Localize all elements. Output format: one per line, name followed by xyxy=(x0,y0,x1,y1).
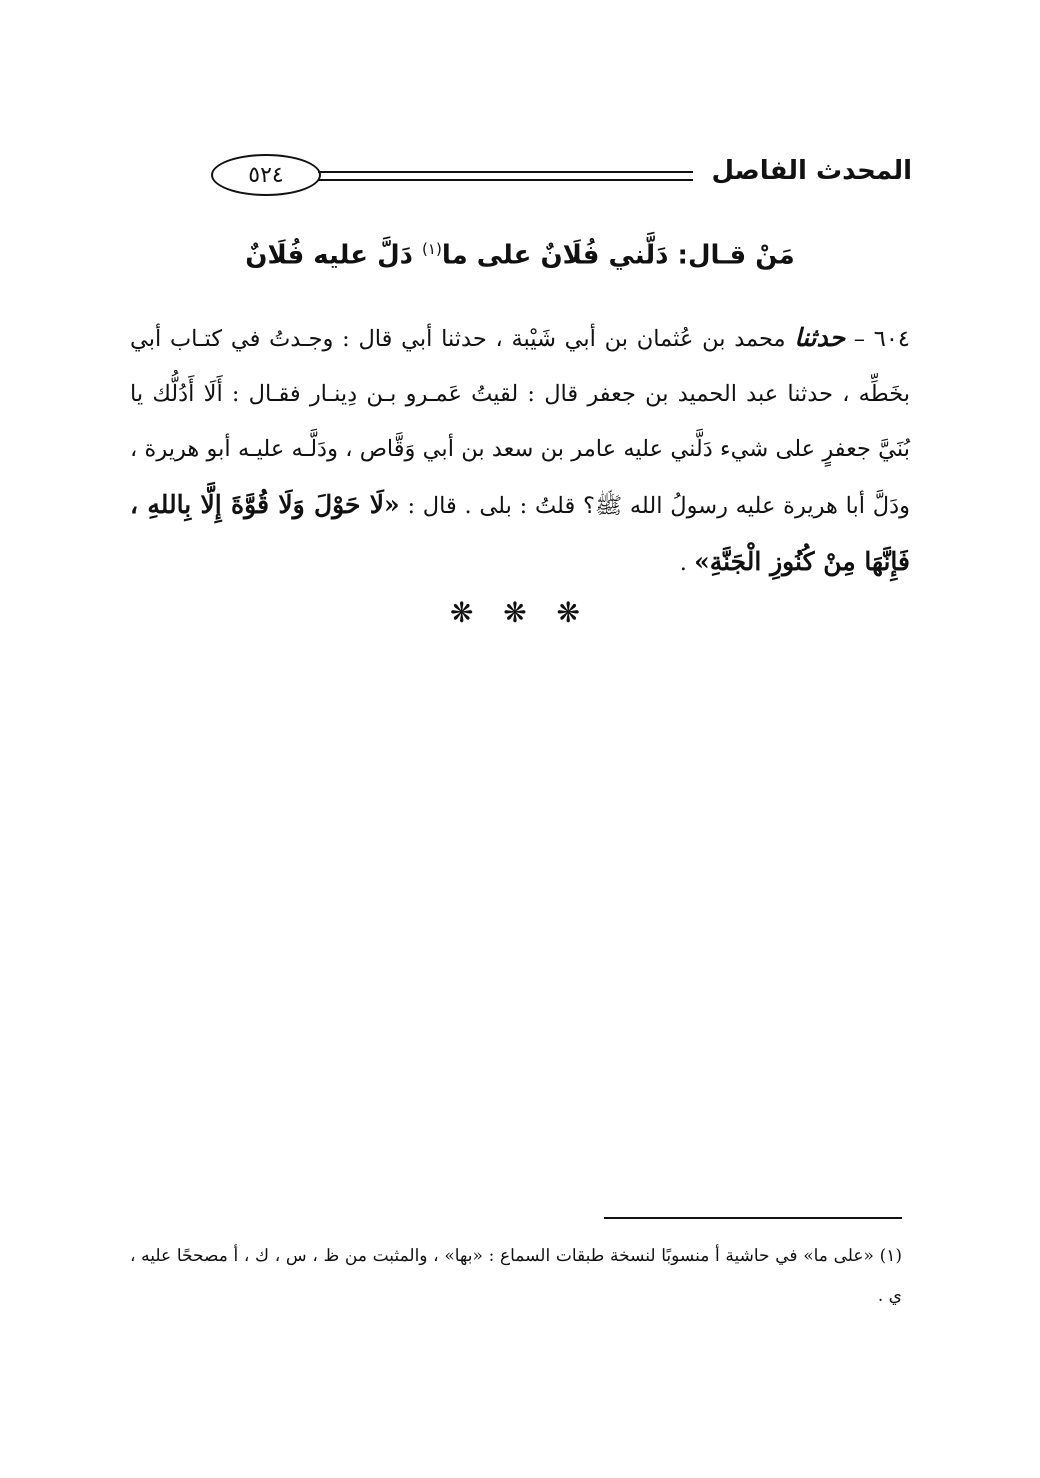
hadith-text: محمد بن عُثمان بن أبي شَيْبة ، حدثنا أبي قال : وجـدتُ في كتـاب أبي بخَطِّه ، حدثنا عبد الحميد بن جعفر قال : لقيتُ عَمـرو بـن دِينـار فقـال : أَلَا أَدُلُّك يا بُنَيَّ جعفرٍ على شيء دَلَّني عليه عامر بن سعد بن أبي وَقَّاص ، ودَلَّـه عليـه أبو هريرة ، ودَلَّ أبا هريرة عليه رسولُ الله ﷺ؟ قلتُ : بلى . قال : xyxy=(130,326,911,519)
footnote-ref[interactable]: (١) xyxy=(422,240,442,258)
hadith-closing: . xyxy=(679,550,695,576)
chapter-heading-part2: دَلَّ عليه فُلَانٌ xyxy=(245,240,413,271)
footnote-rule xyxy=(604,1217,902,1219)
chapter-heading-part1: مَنْ قـال: دَلَّني فُلَانٌ على ما xyxy=(441,240,795,271)
section-separator: ❋ ❋ ❋ xyxy=(450,596,590,629)
chapter-heading xyxy=(130,240,910,271)
running-title: المحدث الفاصل xyxy=(711,156,912,186)
hadith-opening: حدثنا xyxy=(794,323,846,352)
hadith-paragraph xyxy=(130,310,910,591)
footnote: (١) «على ما» في حاشية أ منسوبًا لنسخة طبقات السماع : «بها» ، والمثبت من ظ ، س ، ك ، أ مصححًا عليه ، ي . xyxy=(130,1246,902,1306)
header-double-rule xyxy=(318,171,693,181)
page-number: ٥٢٤ xyxy=(211,154,321,196)
hadith-quote: «لَا حَوْلَ وَلَا قُوَّةَ إِلَّا بِاللهِ ، فَإِنَّهَا مِنْ كُنُوزِ الْجَنَّةِ» xyxy=(130,490,910,576)
hadith-number: ٦٠٤ – xyxy=(853,326,911,352)
